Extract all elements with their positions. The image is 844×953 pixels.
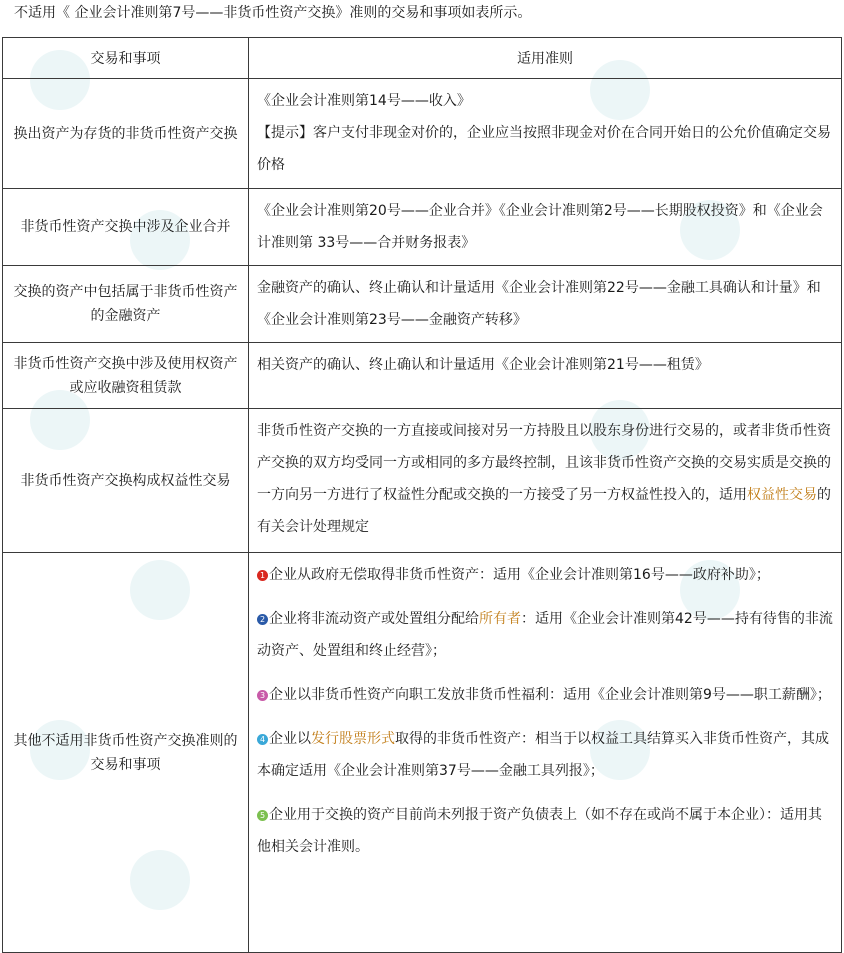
table-row	[3, 266, 842, 343]
row-label: 非货币性资产交换中涉及企业合并	[3, 189, 249, 266]
row-label: 交换的资产中包括属于非货币性资产的金融资产	[3, 266, 249, 343]
table-row	[3, 343, 842, 409]
row-standards: 金融资产的确认、终止确认和计量适用《企业会计准则第22号——金融工具确认和计量》和《企业会计准则第23号——金融资产转移》	[249, 266, 842, 343]
standards-table	[2, 37, 842, 953]
item-text: 企业以	[269, 731, 311, 747]
row-standards: 相关资产的确认、终止确认和计量适用《企业会计准则第21号——租赁》	[249, 343, 842, 409]
row-label: 其他不适用非货币性资产交换准则的交易和事项	[3, 553, 249, 953]
list-item	[257, 603, 833, 667]
tip-text: 【提示】客户支付非现金对价的，企业应当按照非现金对价在合同开始日的公允价值确定交易价格	[257, 125, 831, 173]
table-row	[3, 79, 842, 189]
table-row	[3, 553, 842, 953]
item-text: 企业用于交换的资产目前尚未列报于资产负债表上（如不存在或尚不属于本企业）：适用其他相关会计准则。	[257, 807, 822, 855]
item-text: 企业以非货币性资产向职工发放非货币性福利：适用《企业会计准则第9号——职工薪酬》；	[269, 687, 831, 703]
number-badge-4: 4	[257, 734, 268, 745]
number-badge-1: 1	[257, 570, 268, 581]
table-row	[3, 409, 842, 553]
item-text: 企业从政府无偿取得非货币性资产：适用《企业会计准则第16号——政府补助》；	[269, 567, 770, 583]
number-badge-2: 2	[257, 614, 268, 625]
number-badge-5: 5	[257, 810, 268, 821]
row-standards	[249, 79, 842, 189]
row-label: 非货币性资产交换构成权益性交易	[3, 409, 249, 553]
table-row	[3, 189, 842, 266]
row-standards	[249, 553, 842, 953]
row-label: 换出资产为存货的非货币性资产交换	[3, 79, 249, 189]
row-standards: 《企业会计准则第20号——企业合并》《企业会计准则第2号——长期股权投资》和《企业会计准则第 33号——合并财务报表》	[249, 189, 842, 266]
list-item	[257, 559, 833, 591]
table-header-row	[3, 38, 842, 79]
header-applicable-standards: 适用准则	[249, 38, 842, 79]
list-item	[257, 679, 833, 711]
list-item	[257, 799, 833, 863]
highlight-owners: 所有者	[479, 611, 521, 627]
standard-text: 非货币性资产交换的一方直接或间接对另一方持股且以股东身份进行交易的，或者非货币性资产交换的双方均受同一方或相同的多方最终控制，且该非货币性资产交换的交易实质是交换的一方向另一方进行了权益性分配或交换的一方接受了另一方权益性投入的，适用	[257, 423, 831, 503]
standard-text-end: 的有关会计处理规定	[257, 487, 831, 535]
row-label: 非货币性资产交换中涉及使用权资产或应收融资租赁款	[3, 343, 249, 409]
highlight-share-issue: 发行股票形式	[311, 731, 395, 747]
standard-text: 《企业会计准则第14号——收入》	[257, 93, 471, 109]
number-badge-3: 3	[257, 690, 268, 701]
item-text: 企业将非流动资产或处置组分配给	[269, 611, 479, 627]
item-text-end: ：适用《企业会计准则第42号——持有待售的非流动资产、处置组和终止经营》；	[257, 611, 833, 659]
list-item	[257, 723, 833, 787]
row-standards	[249, 409, 842, 553]
header-transactions: 交易和事项	[3, 38, 249, 79]
highlight-equity-transaction: 权益性交易	[747, 487, 817, 503]
intro-text: 不适用《 企业会计准则第7号——非货币性资产交换》准则的交易和事项如表所示。	[14, 5, 532, 21]
item-text-end: 取得的非货币性资产：相当于以权益工具结算买入非货币性资产，其成本确定适用《企业会计准则第37号——金融工具列报》；	[257, 731, 829, 779]
